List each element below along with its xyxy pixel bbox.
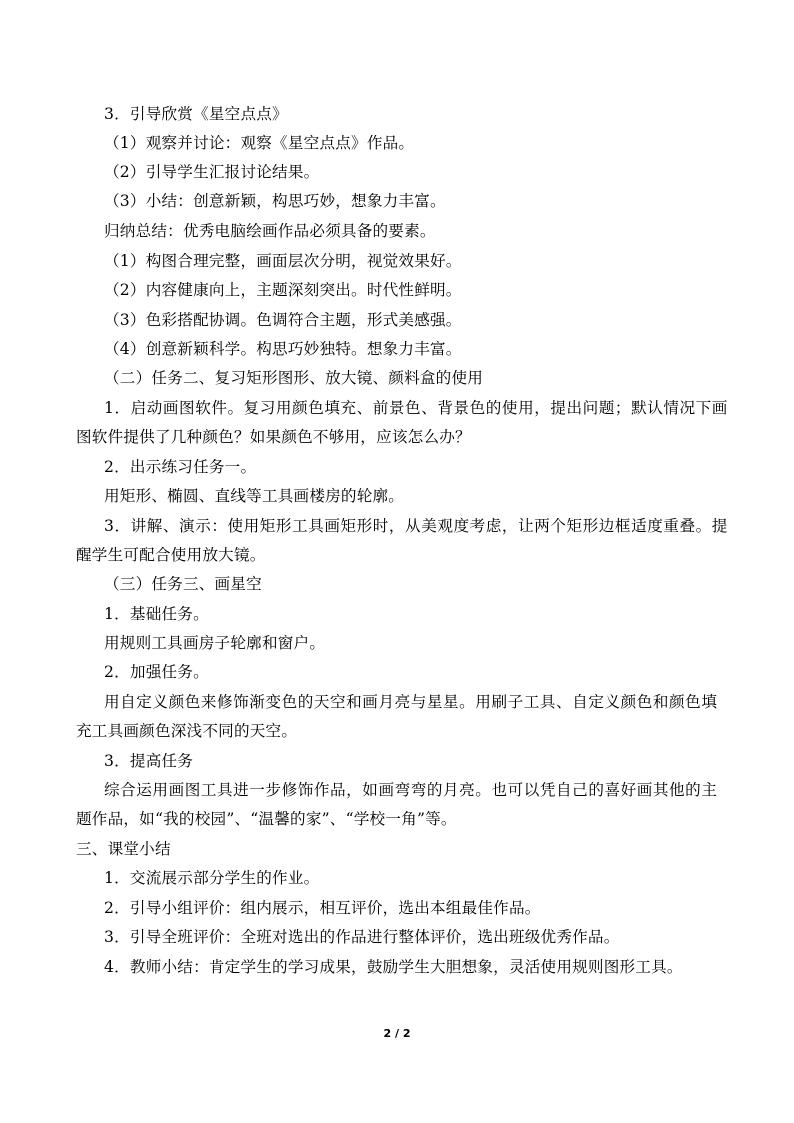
text-line-25: 题作品，如“我的校园”、“温馨的家”、“学校一角”等。 [76, 810, 457, 828]
text-line-20: 2．加强任务。 [104, 663, 209, 681]
text-line-24: 综合运用画图工具进一步修饰作品，如画弯弯的月亮。也可以凭自己的喜好画其他的主 [104, 781, 718, 799]
text-line-30: 4．教师小结：肯定学生的学习成果，鼓励学生大胆想象，灵活使用规则图形工具。 [104, 958, 683, 976]
text-line-29: 3．引导全班评价：全班对选出的作品进行整体评价，选出班级优秀作品。 [104, 928, 620, 946]
text-line-1: 3．引导欣赏《星空点点》 [104, 105, 288, 123]
text-line-16: 醒学生可配合使用放大镜。 [76, 546, 266, 564]
text-line-18: 1．基础任务。 [104, 605, 209, 623]
text-line-27: 1．交流展示部分学生的作业。 [104, 869, 320, 887]
text-line-8: （3）色彩搭配协调。色调符合主题，形式美感强。 [104, 311, 462, 329]
text-line-28: 2．引导小组评价：组内展示，相互评价，选出本组最佳作品。 [104, 899, 541, 917]
text-line-15: 3．讲解、演示：使用矩形工具画矩形时，从美观度考虑，让两个矩形边框适度重叠。提 [104, 517, 728, 535]
text-line-5: 归纳总结：优秀电脑绘画作品必须具备的要素。 [104, 222, 436, 240]
text-line-12: 图软件提供了几种颜色？如果颜色不够用，应该怎么办？ [76, 428, 471, 446]
text-line-23: 3．提高任务 [104, 752, 194, 770]
text-line-3: （2）引导学生汇报讨论结果。 [104, 163, 320, 181]
text-line-14: 用矩形、椭圆、直线等工具画楼房的轮廓。 [104, 487, 405, 505]
text-line-7: （2）内容健康向上，主题深刻突出。时代性鲜明。 [104, 281, 462, 299]
section-heading-task-two: （二）任务二、复习矩形图形、放大镜、颜料盒的使用 [104, 369, 484, 387]
text-line-21: 用自定义颜色来修饰渐变色的天空和画月亮与星星。用刷子工具、自定义颜色和颜色填 [104, 693, 718, 711]
text-line-4: （3）小结：创意新颖，构思巧妙，想象力丰富。 [104, 192, 446, 210]
text-line-2: （1）观察并讨论：观察《星空点点》作品。 [104, 134, 415, 152]
text-line-13: 2．出示练习任务一。 [104, 458, 257, 476]
text-line-19: 用规则工具画房子轮廓和窗户。 [104, 634, 326, 652]
text-line-22: 充工具画颜色深浅不同的天空。 [76, 722, 298, 740]
page-number: 2 / 2 [383, 1027, 411, 1040]
text-line-6: （1）构图合理完整，画面层次分明，视觉效果好。 [104, 252, 462, 270]
text-line-11: 1．启动画图软件。复习用颜色填充、前景色、背景色的使用，提出问题；默认情况下画 [104, 399, 728, 417]
section-heading-summary: 三、课堂小结 [76, 840, 171, 858]
section-heading-task-three: （三）任务三、画星空 [104, 575, 262, 593]
text-line-9: （4）创意新颖科学。构思巧妙独特。想象力丰富。 [104, 340, 462, 358]
